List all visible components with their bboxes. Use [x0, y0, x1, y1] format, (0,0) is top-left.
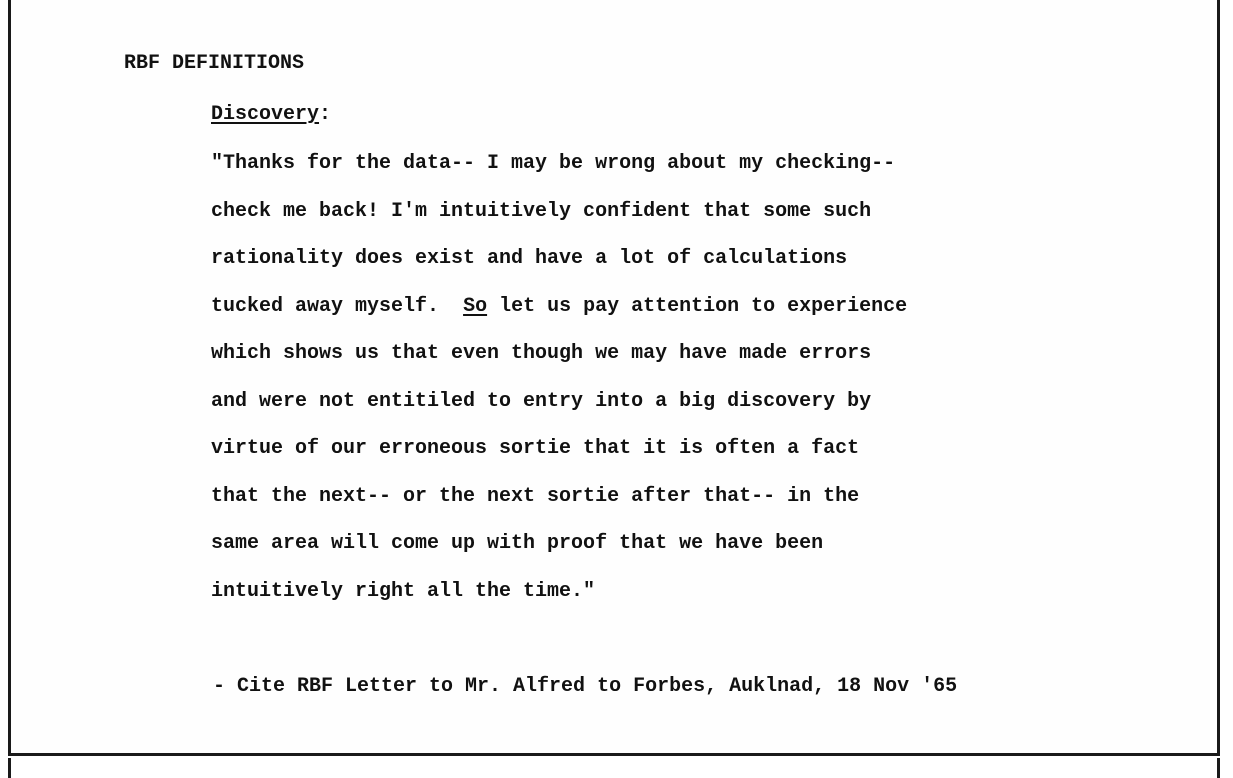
quote-line: same area will come up with proof that we have been — [211, 532, 824, 555]
definition-term-label: Discovery — [211, 103, 320, 126]
document-heading: RBF DEFINITIONS — [124, 52, 305, 75]
quote-line: virtue of our erroneous sortie that it is often a fact — [211, 437, 860, 460]
next-index-card — [8, 758, 1220, 778]
quote-line: intuitively right all the time." — [211, 579, 596, 603]
definition-term-colon: : — [319, 103, 332, 126]
quote-line: and were not entitiled to entry into a big discovery by — [211, 389, 872, 413]
quotation-block — [211, 150, 907, 625]
quote-line: check me back! I'm intuitively confident that some such — [211, 199, 872, 223]
quote-line: rationality does exist and have a lot of calculations — [211, 247, 848, 270]
quote-line: that the next-- or the next sortie after that-- in the — [211, 484, 860, 508]
emphasized-word: So — [463, 294, 488, 318]
quote-line-start: tucked away myself. — [211, 294, 440, 318]
quote-line: "Thanks for the data-- I may be wrong about my checking-- — [211, 152, 896, 175]
citation: - Cite RBF Letter to Mr. Alfred to Forbes, Auklnad, 18 Nov '65 — [213, 675, 958, 698]
quote-line — [211, 293, 907, 341]
definition-term — [211, 103, 331, 126]
quote-line-end: let us pay attention to experience — [499, 294, 908, 318]
quote-line: which shows us that even though we may have made errors — [211, 342, 872, 365]
